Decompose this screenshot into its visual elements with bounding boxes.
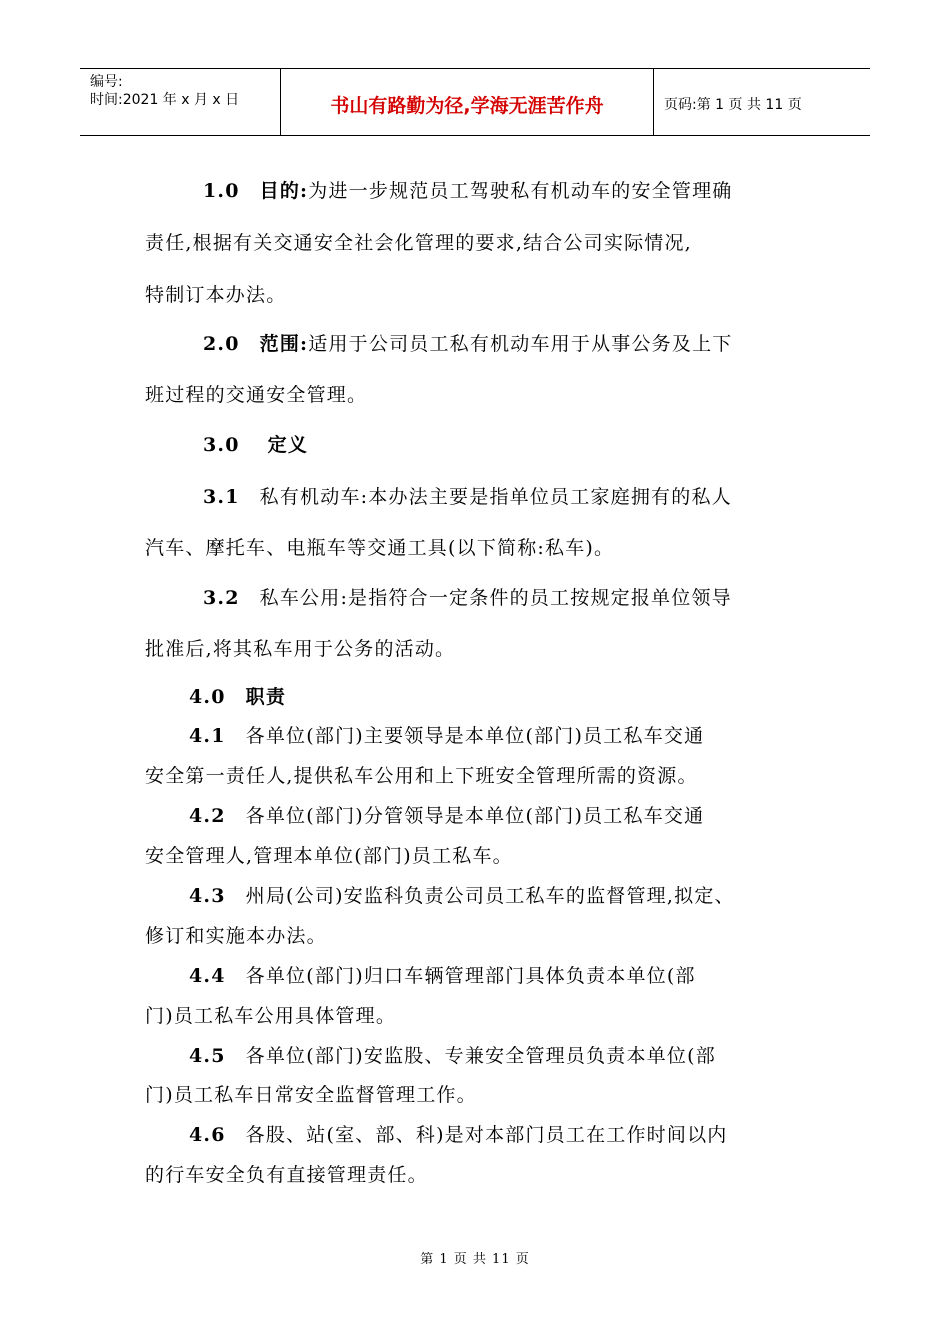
section-number: 4.0 <box>189 686 226 708</box>
section-title: 职责 <box>245 686 287 708</box>
header-motto: 书山有路勤为径,学海无涯苦作舟 <box>330 94 604 117</box>
section-4-5-line-2: 门)员工私车日常安全监督管理工作。 <box>145 1084 477 1106</box>
section-4-6-line-2: 的行车安全负有直接管理责任。 <box>145 1164 428 1186</box>
section-number: 3.2 <box>203 587 240 609</box>
section-number: 4.1 <box>189 725 226 747</box>
section-title: 范围: <box>259 333 309 355</box>
section-4-2-line-2: 安全管理人,管理本单位(部门)员工私车。 <box>145 845 513 867</box>
section-2-line-1 <box>203 329 732 356</box>
section-4-3-line-2: 修订和实施本办法。 <box>145 925 327 947</box>
section-number: 4.2 <box>189 805 226 827</box>
section-text: 私车公用:是指符合一定条件的员工按规定报单位领导 <box>259 587 732 609</box>
section-number: 4.6 <box>189 1124 226 1146</box>
section-1-line-2: 责任,根据有关交通安全社会化管理的要求,结合公司实际情况, <box>145 232 692 254</box>
section-text: 私有机动车:本办法主要是指单位员工家庭拥有的私人 <box>259 486 732 508</box>
section-title: 目的: <box>259 180 309 202</box>
section-text: 各单位(部门)安监股、专兼安全管理员负责本单位(部 <box>245 1045 716 1067</box>
section-number: 3.0 <box>203 434 240 456</box>
section-4-1-line-1 <box>189 721 704 748</box>
section-text: 适用于公司员工私有机动车用于从事公务及上下 <box>308 333 733 355</box>
page-footer: 第 1 页 共 11 页 <box>420 1252 530 1267</box>
section-title: 定义 <box>267 434 309 456</box>
section-4-1-line-2: 安全第一责任人,提供私车公用和上下班安全管理所需的资源。 <box>145 765 698 787</box>
section-4-3-line-1 <box>189 881 735 908</box>
section-3-2-line-2: 批准后,将其私车用于公务的活动。 <box>145 638 456 660</box>
section-4-4-line-2: 门)员工私车公用具体管理。 <box>145 1005 397 1027</box>
section-number: 2.0 <box>203 333 240 355</box>
section-text: 各股、站(室、部、科)是对本部门员工在工作时间以内 <box>245 1124 728 1146</box>
section-1-line-3: 特制订本办法。 <box>145 284 287 306</box>
section-number: 1.0 <box>203 180 240 202</box>
section-2-line-2: 班过程的交通安全管理。 <box>145 384 368 406</box>
document-time-label: 时间:2021 年 x 月 x 日 <box>90 92 240 108</box>
section-number: 3.1 <box>203 486 240 508</box>
section-4-6-line-1 <box>189 1120 727 1147</box>
section-text: 州局(公司)安监科负责公司员工私车的监督管理,拟定、 <box>245 885 735 907</box>
section-text: 为进一步规范员工驾驶私有机动车的安全管理确 <box>308 180 733 202</box>
section-4-2-line-1 <box>189 801 704 828</box>
section-text: 各单位(部门)主要领导是本单位(部门)员工私车交通 <box>245 725 705 747</box>
header-page-code: 页码:第 1 页 共 11 页 <box>664 97 802 113</box>
section-number: 4.4 <box>189 965 226 987</box>
section-3-heading <box>203 430 308 457</box>
section-text: 各单位(部门)归口车辆管理部门具体负责本单位(部 <box>245 965 696 987</box>
section-3-2-line-1 <box>203 583 732 610</box>
section-3-1-line-2: 汽车、摩托车、电瓶车等交通工具(以下简称:私车)。 <box>145 537 615 559</box>
section-4-4-line-1 <box>189 961 696 988</box>
section-4-5-line-1 <box>189 1041 716 1068</box>
section-number: 4.5 <box>189 1045 226 1067</box>
section-3-1-line-1 <box>203 482 732 509</box>
section-1-line-1 <box>203 176 732 203</box>
section-4-heading <box>189 682 286 709</box>
section-number: 4.3 <box>189 885 226 907</box>
document-body <box>145 0 825 1200</box>
section-text: 各单位(部门)分管领导是本单位(部门)员工私车交通 <box>245 805 705 827</box>
document-number-label: 编号: <box>90 74 123 90</box>
